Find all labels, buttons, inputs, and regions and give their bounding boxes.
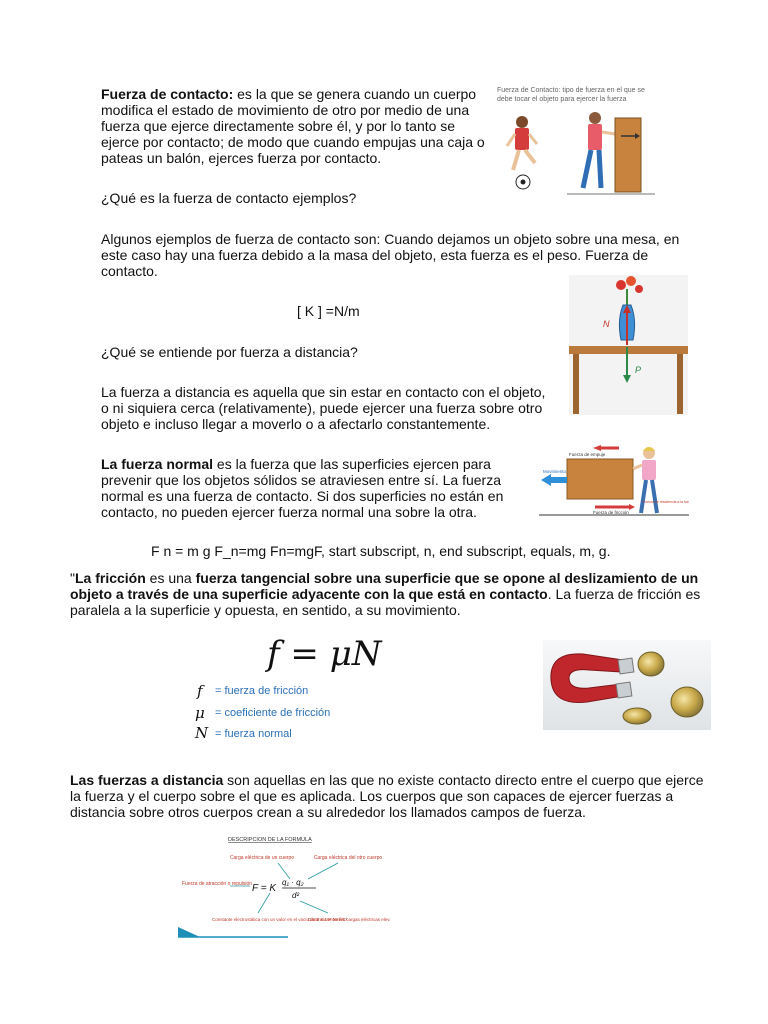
paragraph-normal-force: La fuerza normal es la fuerza que las superficies ejercen para prevenir que los objetos sólidos se atraviesen entre sí. La fuerza normal es una fuerza de contacto. Si dos superficies no están en contacto, no pueden ejercer fuerza normal una sobre la otra.	[101, 456, 504, 520]
friction-push-drawing	[539, 443, 689, 518]
term-distance-forces: Las fuerzas a distancia	[70, 772, 224, 788]
friction-definition: fuerza tangencial sobre una superficie que se opone al deslizamiento de un objeto a través de una superficie adyacente con la que está en contacto	[70, 570, 699, 602]
paragraph-friction: "La fricción es una fuerza tangencial sobre una superficie que se opone al deslizamiento de un objeto a través de una superficie adyacente con la que está en contacto. La fuerza de fricción es paralela a la superficie y opuesta, en sentido, a su movimiento.	[70, 570, 701, 618]
normal-force-label: N	[603, 319, 610, 329]
magnet-coins-photo	[543, 640, 711, 730]
weight-force-label: P	[635, 365, 642, 375]
friction-formula-figure	[185, 630, 382, 745]
friction-label-mu: = coeficiente de fricción	[215, 707, 331, 719]
resistance-force-label: Fuerza de resistencia a la fue	[643, 500, 689, 504]
coulomb-formula-d: d²	[292, 891, 300, 900]
kick-push-drawing	[497, 108, 655, 196]
friction-label-n: = fuerza normal	[215, 728, 292, 740]
paragraph-distance-force: La fuerza a distancia es aquella que sin estar en contacto con el objeto, o ni siquiera cerca (relativamente), puede ejercer una fuerza sobre otro objeto e incluso llegar a moverlo o a afectarlo constantemente.	[101, 384, 546, 432]
friction-formula: f = μN	[267, 634, 382, 674]
movement-label: Movimiento	[543, 469, 567, 474]
coulomb-formula-drawing	[178, 833, 390, 938]
friction-symbol-f: f	[197, 682, 203, 700]
magnet-coins-drawing	[543, 640, 711, 730]
term-contact-force: Fuerza de contacto:	[101, 86, 234, 102]
paragraph-contact-force: Fuerza de contacto: es la que se genera cuando un cuerpo modifica el estado de movimiento de otro por medio de una fuerza que ejerce directamente sobre él, y por lo tanto se ejerce por contacto; de modo que cuando empujas una caja o pateas un balón, ejerces fuerza por contacto.	[101, 86, 485, 166]
figure-caption: Fuerza de Contacto: tipo de fuerza en el que se debe tocar el objeto para ejercer la fuerza	[497, 87, 645, 103]
friction-symbol-mu: μ	[195, 704, 205, 722]
coulomb-formula-figure	[178, 833, 390, 938]
paragraph-contact-examples: Algunos ejemplos de fuerza de contacto son: Cuando dejamos un objeto sobre una mesa, en este caso hay una fuerza debido a la masa del objeto, esta fuerza es el peso. Fuerza de contacto.	[101, 231, 680, 279]
friction-symbol-n: N	[195, 724, 209, 742]
push-force-label: Fuerza de empuje	[569, 452, 606, 457]
formula-k: [ K ] =N/m	[297, 303, 360, 319]
vase-table-illustration	[569, 275, 688, 415]
question-contact-examples: ¿Qué es la fuerza de contacto ejemplos?	[101, 190, 357, 206]
question-distance-force: ¿Qué se entiende por fuerza a distancia?	[101, 344, 358, 360]
friction-label-f: = fuerza de fricción	[215, 685, 309, 697]
attraction-force-label: Fuerza de atracción o repulsión	[182, 881, 253, 887]
friction-push-illustration	[539, 443, 689, 518]
term-normal-force: La fuerza normal	[101, 456, 214, 472]
charge-two-label: Carga eléctrica del otro cuerpo	[313, 855, 383, 861]
formula-normal-force: F n = m g F_n=mg Fn=mgF, start subscript, n, end subscript, equals, m, g.	[151, 543, 611, 559]
friction-force-label: Fuerza de fricción	[593, 510, 629, 515]
vase-table-drawing	[569, 275, 688, 415]
charge-one-label: Carga eléctrica de un cuerpo	[229, 855, 295, 861]
distance-label: Distancia entre las cargas eléctricas elev	[308, 917, 390, 922]
contact-force-illustration	[497, 86, 655, 196]
coulomb-formula-f: F = K	[252, 883, 276, 894]
paragraph-distance-forces: Las fuerzas a distancia son aquellas en las que no existe contacto directo entre el cuerpo que ejerce la fuerza y el cuerpo sobre el que es aplicada. Los cuerpos que son capaces de ejercer fuerzas a distancia sobre otros cuerpos crean a su alrededor los llamados campos de fuerza.	[70, 772, 704, 820]
coulomb-formula-q: q₁ · q₂	[282, 878, 304, 887]
formula-description-title: DESCRIPCION DE LA FORMULA	[228, 837, 312, 843]
term-friction: La fricción	[74, 570, 146, 586]
constant-label: Constante electrostática con un valor en el vacío de 9 X 10⁹ Nm²/C²	[212, 917, 348, 922]
